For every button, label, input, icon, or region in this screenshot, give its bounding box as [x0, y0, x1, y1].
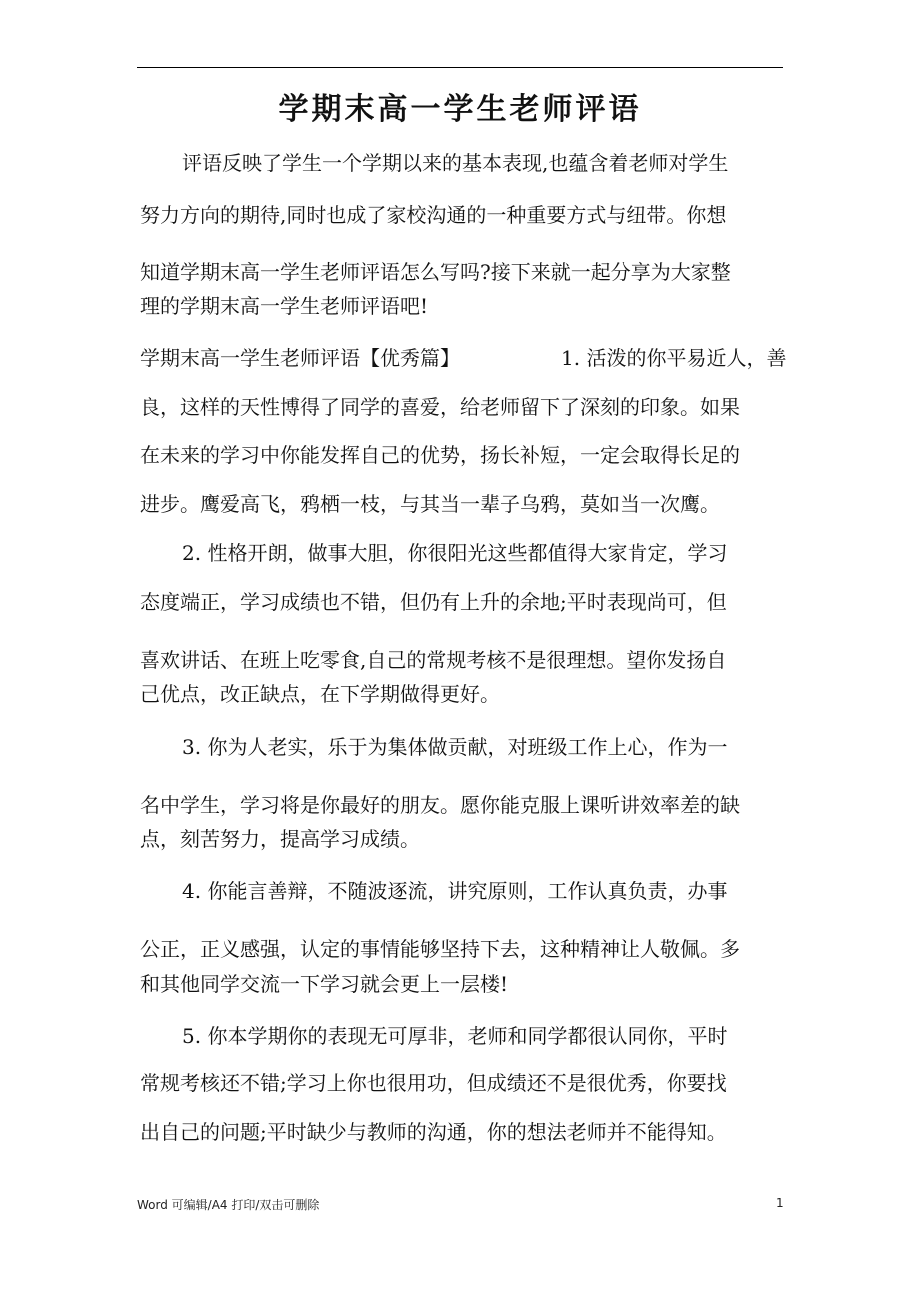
body-line: 在未来的学习中你能发挥自己的优势，扬长补短，一定会取得长足的	[140, 443, 740, 467]
body-line: 评语反映了学生一个学期以来的基本表现,也蕴含着老师对学生	[182, 151, 729, 175]
body-line: 4. 你能言善辩，不随波逐流，讲究原则，工作认真负责，办事	[182, 879, 728, 903]
body-line: 理的学期末高一学生老师评语吧!	[140, 294, 429, 318]
body-line: 点，刻苦努力，提高学习成绩。	[140, 827, 420, 851]
body-line: 1. 活泼的你平易近人，善	[561, 346, 787, 370]
document-title: 学期末高一学生老师评语	[278, 92, 642, 127]
body-line: 进步。鹰爱高飞，鸦栖一枝，与其当一辈子乌鸦，莫如当一次鹰。	[140, 492, 720, 516]
body-line: 良，这样的天性博得了同学的喜爱，给老师留下了深刻的印象。如果	[140, 395, 740, 419]
body-line: 5. 你本学期你的表现无可厚非，老师和同学都很认同你，平时	[182, 1024, 728, 1048]
body-line: 和其他同学交流一下学习就会更上一层楼!	[140, 972, 509, 996]
body-line: 常规考核还不错;学习上你也很用功，但成绩还不是很优秀，你要找	[140, 1071, 727, 1095]
body-line: 喜欢讲话、在班上吃零食,自己的常规考核不是很理想。望你发扬自	[140, 648, 727, 672]
body-line: 己优点，改正缺点，在下学期做得更好。	[140, 682, 500, 706]
body-line: 态度端正，学习成绩也不错，但仍有上升的余地;平时表现尚可，但	[140, 590, 727, 614]
body-line: 知道学期末高一学生老师评语怎么写吗?接下来就一起分享为大家整	[140, 260, 731, 284]
footer-note: Word 可编辑/A4 打印/双击可删除	[137, 1198, 320, 1212]
body-line: 努力方向的期待,同时也成了家校沟通的一种重要方式与纽带。你想	[140, 203, 727, 227]
body-line: 2. 性格开朗，做事大胆，你很阳光这些都值得大家肯定，学习	[182, 541, 728, 565]
header-rule	[137, 67, 783, 68]
body-line: 公正，正义感强，认定的事情能够坚持下去，这种精神让人敬佩。多	[140, 937, 740, 961]
body-line: 名中学生，学习将是你最好的朋友。愿你能克服上课听讲效率差的缺	[140, 793, 740, 817]
body-line: 3. 你为人老实，乐于为集体做贡献，对班级工作上心，作为一	[182, 735, 728, 759]
body-line: 出自己的问题;平时缺少与教师的沟通，你的想法老师并不能得知。	[140, 1120, 727, 1144]
section-heading: 学期末高一学生老师评语【优秀篇】	[140, 346, 460, 370]
page-number: 1	[776, 1196, 784, 1210]
